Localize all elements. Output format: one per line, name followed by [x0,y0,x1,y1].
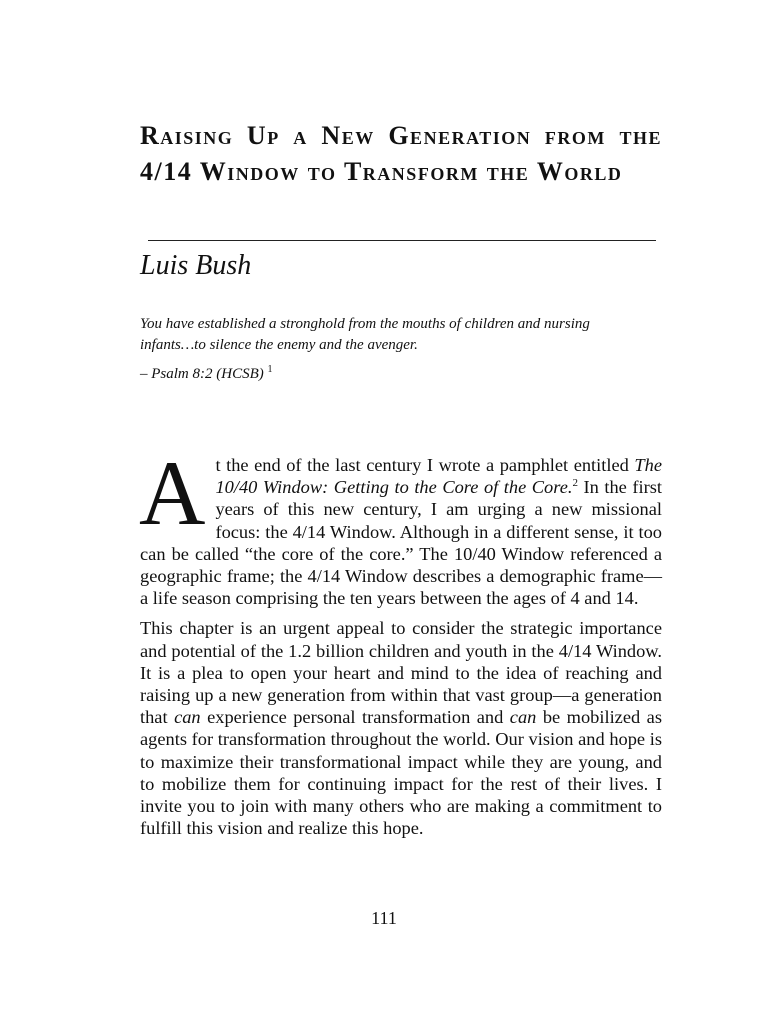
paragraph-2 [140,617,662,839]
epigraph [140,314,640,385]
footnote-ref-1: 1 [267,364,273,375]
paragraph-1-lead: t the end of the last century I wrote a pamphlet entitled [215,455,635,475]
emphasis-can-1: can [174,707,201,728]
emphasis-can-2: can [509,707,537,728]
paragraph-1 [139,442,662,609]
drop-cap: A [139,442,206,544]
epigraph-citation [140,359,640,385]
pamphlet-title: The 10/40 Window: Getting to the Core of the Core. [215,455,662,498]
paragraph-2-part-3: be mobilized as agents for transformation throughout the world. Our vision and hope is to maximize their transformational impact while they are young, and to mobilize them for continuing impact for the rest of their lives. I invite you to join with many others who are making a commitment to fulfill this vision and realize this hope. [140,707,662,839]
footnote-ref-2: 2 [572,477,578,490]
chapter-title: Raising Up a New Generation from the 4/14 Window to Transform the World [140,121,662,186]
paragraph-2-part-2: experience personal transformation and [200,707,510,728]
title-divider [148,240,656,241]
epigraph-citation-text: – Psalm 8:2 (HCSB) [140,366,264,382]
page-number: 111 [371,908,397,928]
paragraph-1-rest: In the first years of this new century, I am urging a new missional focus: the 4/14 Window. Although in a different sense, it too can be called “the core of the core.” The 10/40 Window referenced a geographic frame; the 4/14 Window describes a demographic frame—a life season comprising the ten years between the ages of 4 and 14. [140,477,662,609]
paragraph-2-part-1: This chapter is an urgent appeal to consider the strategic importance and potential of the 1.2 billion children and youth in the 4/14 Window. It is a plea to open your heart and mind to the idea of reaching and raising up a new generation from within that vast group—a generation that [140,618,662,728]
chapter-body [139,442,662,847]
chapter-author: Luis Bush [140,250,252,281]
epigraph-text: You have established a stronghold from the mouths of children and nursing infants…to silence the enemy and the avenger. [140,316,590,353]
